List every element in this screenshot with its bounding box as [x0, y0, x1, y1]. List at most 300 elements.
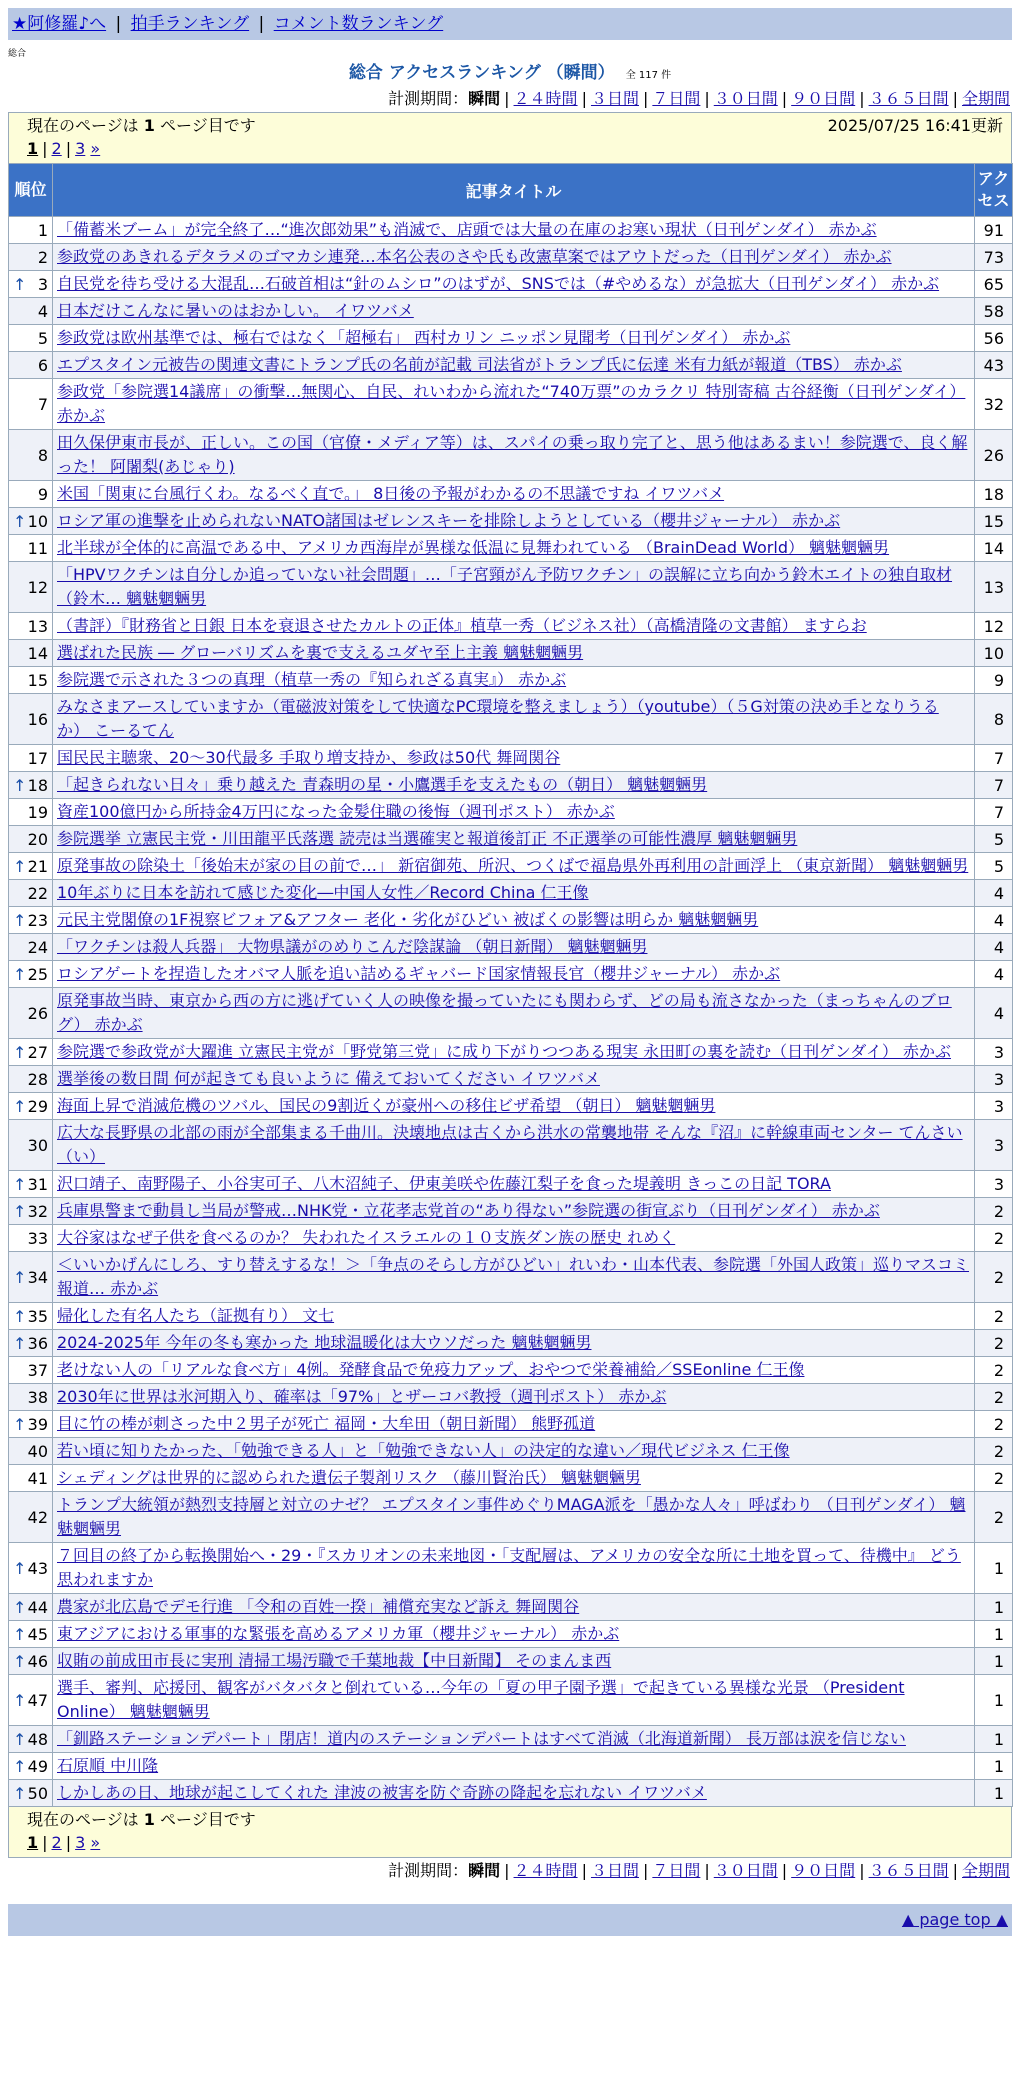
access-count: 3	[975, 1039, 1013, 1066]
page-title: 総合 アクセスランキング （瞬間）	[348, 63, 615, 83]
rank-up-icon: ↑	[13, 1783, 27, 1803]
article-link[interactable]: 参政党のあきれるデタラメのゴマカシ連発…本名公表のさや氏も改憲草案ではアウトだった（日刊ゲンダイ） 赤かぶ	[57, 247, 892, 266]
article-link[interactable]: 10年ぶりに日本を訪れて感じた変化―中国人女性／Record China 仁王像	[57, 883, 589, 902]
article-link[interactable]: ７回目の終了から転換開始へ・29・『スカリオンの未来地図・「支配層は、アメリカの安全な所に土地を買って、待機中』 どう思われますか	[57, 1546, 961, 1589]
rank-number: 48	[27, 1729, 48, 1749]
rank-cell	[9, 562, 53, 613]
article-link[interactable]: しかしあの日、地球が起こしてくれた 津波の被害を防ぐ奇跡の降起を忘れない イワツバメ	[57, 1783, 707, 1802]
rank-cell	[9, 1594, 53, 1621]
rank-cell	[9, 1753, 53, 1780]
article-link[interactable]: 資産100億円から所持金4万円になった金髪住職の後悔（週刊ポスト） 赤かぶ	[57, 802, 615, 821]
table-row	[9, 1594, 1013, 1621]
access-count: 2	[975, 1225, 1013, 1252]
table-row	[9, 1357, 1013, 1384]
access-count: 7	[975, 772, 1013, 799]
rank-number: 45	[27, 1624, 48, 1644]
title-cell	[53, 298, 975, 325]
period-link[interactable]: ９０日間	[791, 1861, 856, 1880]
article-link[interactable]: （書評）『財務省と日銀 日本を衰退させたカルトの正体』植草一秀（ビジネス社）（高橋清隆の文書館） ますらお	[57, 616, 867, 635]
total-count: 全 117 件	[625, 70, 672, 81]
rank-cell	[9, 1465, 53, 1492]
rank-number: 47	[27, 1690, 48, 1710]
article-link[interactable]: 選挙後の数日間 何が起きても良いように 備えておいてください イワツバメ	[57, 1069, 600, 1088]
rank-cell	[9, 1303, 53, 1330]
article-link[interactable]: 参院選で示された３つの真理（植草一秀の『知られざる真実』） 赤かぶ	[57, 670, 567, 689]
current-page-text: 現在のページは 1 ページ目です	[27, 1810, 256, 1829]
rank-up-icon: ↑	[13, 1624, 27, 1644]
table-row	[9, 640, 1013, 667]
rank-number: 40	[27, 1441, 48, 1461]
period-separator: |	[504, 1861, 510, 1880]
table-row	[9, 613, 1013, 640]
rank-number: 6	[37, 355, 48, 375]
title-cell	[53, 988, 975, 1039]
access-count: 13	[975, 562, 1013, 613]
rank-cell	[9, 535, 53, 562]
rank-number: 23	[27, 910, 48, 930]
article-link[interactable]: 老けない人の「リアルな食べ方」4例。発酵食品で免疫力アップ、おやつで栄養補給／SSEonline 仁王像	[57, 1360, 805, 1379]
table-row	[9, 1675, 1013, 1726]
table-row	[9, 535, 1013, 562]
table-row	[9, 325, 1013, 352]
table-row	[9, 799, 1013, 826]
period-separator: |	[504, 89, 510, 108]
article-link[interactable]: 「釧路ステーションデパート」閉店！道内のステーションデパートはすべて消滅（北海道新聞） 長万部は涙を信じない	[57, 1729, 906, 1748]
article-link[interactable]: 米国「関東に台風行くわ。なるべく直で。」 8日後の予報がわかるの不思議ですね イワツバメ	[57, 484, 725, 503]
access-count: 2	[975, 1411, 1013, 1438]
rank-up-icon: ↑	[13, 1267, 27, 1287]
article-link[interactable]: 参院選で参政党が大躍進 立憲民主党が「野党第三党」に成り下がりつつある現実 永田町の裏を読む（日刊ゲンダイ） 赤かぶ	[57, 1042, 951, 1061]
rank-number: 21	[27, 856, 48, 876]
article-link[interactable]: 北半球が全体的に高温である中、アメリカ西海岸が異様な低温に見舞われている （BrainDead World） 魑魅魍魎男	[57, 538, 890, 557]
table-row	[9, 772, 1013, 799]
rank-cell	[9, 613, 53, 640]
title-cell	[53, 1411, 975, 1438]
access-count: 15	[975, 508, 1013, 535]
rank-number: 20	[27, 829, 48, 849]
title-cell	[53, 1066, 975, 1093]
page-top-link[interactable]: ▲ page top ▲	[901, 1910, 1008, 1929]
rank-cell	[9, 961, 53, 988]
rank-up-icon: ↑	[13, 856, 27, 876]
access-count: 4	[975, 907, 1013, 934]
rank-up-icon: ↑	[13, 1174, 27, 1194]
title-cell	[53, 1171, 975, 1198]
rank-cell	[9, 1543, 53, 1594]
article-link[interactable]: 元民主党閣僚の1F視察ビフォア&アフター 老化・劣化がひどい 被ばくの影響は明らか 魑魅魍魎男	[57, 910, 759, 929]
article-link[interactable]: 2030年に世界は氷河期入り、確率は「97%」とザーコバ教授（週刊ポスト） 赤かぶ	[57, 1387, 667, 1406]
article-link[interactable]: 沢口靖子、南野陽子、小谷実可子、八木沼純子、伊東美咲や佐藤江梨子を食った堤義明 きっこの日記 TORA	[57, 1174, 831, 1193]
period-link[interactable]: ３０日間	[713, 89, 778, 108]
table-row	[9, 1726, 1013, 1753]
page	[8, 0, 1012, 1936]
rank-cell	[9, 1648, 53, 1675]
article-link[interactable]: ＜いいかげんにしろ、すり替えするな！＞「争点のそらし方がひどい」れいわ・山本代表、参院選「外国人政策」巡りマスコミ報道… 赤かぶ	[57, 1255, 970, 1298]
period-link[interactable]: 全期間	[961, 89, 1010, 108]
ranking-table	[8, 163, 1013, 1807]
title-cell	[53, 1438, 975, 1465]
page-separator: |	[65, 139, 72, 158]
period-separator: |	[581, 1861, 587, 1880]
period-link[interactable]: ７日間	[652, 1861, 701, 1880]
access-count: 4	[975, 961, 1013, 988]
table-row	[9, 1120, 1013, 1171]
rank-cell	[9, 1675, 53, 1726]
access-count: 1	[975, 1726, 1013, 1753]
rank-up-icon: ↑	[13, 964, 27, 984]
rank-cell	[9, 1120, 53, 1171]
article-link[interactable]: 田久保伊東市長が、正しい。この国（官僚・メディア等）は、スパイの乗っ取り完了と、思う他はあるまい！参院選で、良く解った！ 阿闍梨(あじゃり)	[57, 433, 968, 476]
page-link[interactable]: 2	[51, 139, 62, 158]
title-cell	[53, 325, 975, 352]
period-link[interactable]: 全期間	[961, 1861, 1010, 1880]
article-link[interactable]: 目に竹の棒が刺さった中２男子が死亡 福岡・大牟田（朝日新聞） 熊野孤道	[57, 1414, 596, 1433]
table-row	[9, 826, 1013, 853]
table-row	[9, 430, 1013, 481]
rank-cell	[9, 1066, 53, 1093]
access-count: 4	[975, 934, 1013, 961]
article-link[interactable]: 参政党は欧州基準では、極右ではなく「超極右」 西村カリン ニッポン見聞考（日刊ゲンダイ） 赤かぶ	[57, 328, 791, 347]
rank-cell	[9, 640, 53, 667]
article-link[interactable]: 自民党を待ち受ける大混乱…石破首相は“針のムシロ”のはずが、SNSでは（#やめるな）が急拡大（日刊ゲンダイ） 赤かぶ	[57, 274, 940, 293]
rank-cell	[9, 1252, 53, 1303]
rank-number: 4	[37, 301, 48, 321]
title-cell	[53, 1675, 975, 1726]
rank-cell	[9, 1039, 53, 1066]
access-count: 26	[975, 430, 1013, 481]
period-link[interactable]: ２４時間	[513, 89, 578, 108]
article-link[interactable]: ロシアゲートを捏造したオバマ人脈を追い詰めるギャバード国家情報長官（櫻井ジャーナル） 赤かぶ	[57, 964, 781, 983]
rank-cell	[9, 1621, 53, 1648]
rank-number: 35	[27, 1306, 48, 1326]
column-access: アクセス	[975, 164, 1013, 217]
rank-number: 2	[37, 247, 48, 267]
period-link[interactable]: ７日間	[652, 89, 701, 108]
rank-cell	[9, 508, 53, 535]
article-link[interactable]: 参院選挙 立憲民主党・川田龍平氏落選 読売は当選確実と報道後訂正 不正選挙の可能性濃厚 魑魅魍魎男	[57, 829, 798, 848]
table-row	[9, 1252, 1013, 1303]
article-link[interactable]: 石原順 中川隆	[57, 1756, 159, 1775]
article-link[interactable]: 国民民主聴衆、20～30代最多 手取り増支持か、参政は50代 舞岡関谷	[57, 748, 561, 767]
access-count: 1	[975, 1621, 1013, 1648]
access-count: 1	[975, 1543, 1013, 1594]
period-link[interactable]: ２４時間	[513, 1861, 578, 1880]
rank-number: 41	[27, 1468, 48, 1488]
table-row	[9, 1384, 1013, 1411]
rank-number: 22	[27, 883, 48, 903]
rank-number: 29	[27, 1096, 48, 1116]
table-row	[9, 1171, 1013, 1198]
ranking-heading	[8, 60, 1012, 86]
title-cell	[53, 217, 975, 244]
title-cell	[53, 481, 975, 508]
article-link[interactable]: 広大な長野県の北部の雨が全部集まる千曲川。決壊地点は古くから洪水の常襲地帯 そんな『沼』に幹線車両センター てんさい（い）	[57, 1123, 963, 1166]
article-link[interactable]: 「HPVワクチンは自分しか追っていない社会問題」…「子宮頸がん予防ワクチン」の誤解に立ち向かう鈴木エイトの独自取材（鈴木… 魑魅魍魎男	[57, 565, 953, 608]
page-info-bottom	[8, 1807, 1012, 1858]
access-count: 2	[975, 1198, 1013, 1225]
rank-number: 3	[37, 274, 48, 294]
page-link[interactable]: 2	[51, 1833, 62, 1852]
access-count: 3	[975, 1093, 1013, 1120]
article-link[interactable]: 収賄の前成田市長に実刑 清掃工場汚職で千葉地裁【中日新聞】 そのまんま西	[57, 1651, 612, 1670]
article-link[interactable]: 「備蓄米ブーム」が完全終了…“進次郎効果”も消滅で、店頭では大量の在庫のお寒い現状（日刊ゲンダイ） 赤かぶ	[57, 220, 877, 239]
title-cell	[53, 1330, 975, 1357]
rank-number: 26	[27, 1003, 48, 1023]
period-separator: |	[952, 1861, 958, 1880]
article-link[interactable]: シェディングは世界的に認められた遺伝子製剤リスク （藤川賢治氏） 魑魅魍魎男	[57, 1468, 641, 1487]
access-count: 2	[975, 1384, 1013, 1411]
title-cell	[53, 379, 975, 430]
article-link[interactable]: 選手、審判、応援団、観客がバタバタと倒れている…今年の「夏の甲子園予選」で起きている異様な光景 （President Online） 魑魅魍魎男	[57, 1678, 905, 1721]
table-row	[9, 1198, 1013, 1225]
title-cell	[53, 1357, 975, 1384]
title-cell	[53, 1726, 975, 1753]
article-link[interactable]: 若い頃に知りたかった、「勉強できる人」と「勉強できない人」の決定的な違い／現代ビジネス 仁王像	[57, 1441, 790, 1460]
title-cell	[53, 799, 975, 826]
period-separator: |	[642, 1861, 649, 1880]
access-count: 5	[975, 826, 1013, 853]
period-current: 瞬間	[468, 1861, 501, 1880]
rank-up-icon: ↑	[13, 775, 27, 795]
column-rank: 順位	[9, 164, 53, 217]
period-link[interactable]: ３日間	[590, 1861, 639, 1880]
rank-up-icon: ↑	[13, 1201, 27, 1221]
rank-cell	[9, 826, 53, 853]
table-row	[9, 961, 1013, 988]
rank-up-icon: ↑	[13, 1651, 27, 1671]
rank-number: 36	[27, 1333, 48, 1353]
rank-number: 34	[27, 1267, 48, 1287]
rank-cell	[9, 988, 53, 1039]
home-link[interactable]: ★阿修羅♪へ	[12, 14, 107, 34]
title-cell	[53, 1225, 975, 1252]
table-row	[9, 1753, 1013, 1780]
title-cell	[53, 772, 975, 799]
rank-number: 25	[27, 964, 48, 984]
table-row	[9, 1411, 1013, 1438]
table-row	[9, 508, 1013, 535]
title-cell	[53, 1039, 975, 1066]
period-link[interactable]: ３０日間	[713, 1861, 778, 1880]
rank-number: 1	[37, 220, 48, 240]
article-link[interactable]: 原発事故当時、東京から西の方に逃げていく人の映像を撮っていたにも関わらず、どの局も流さなかった（まっちゃんのブログ） 赤かぶ	[57, 991, 952, 1034]
rank-up-icon: ↑	[13, 511, 27, 531]
article-link[interactable]: 「ワクチンは殺人兵器」 大物県議がのめりこんだ陰謀論 （朝日新聞） 魑魅魍魎男	[57, 937, 648, 956]
rank-number: 12	[27, 577, 48, 597]
rank-number: 30	[27, 1135, 48, 1155]
page-info-top	[8, 112, 1012, 163]
rank-cell	[9, 325, 53, 352]
rank-up-icon: ↑	[13, 1414, 27, 1434]
table-row	[9, 1780, 1013, 1807]
article-link[interactable]: 参政党「参院選14議席」の衝撃…無関心、自民、れいわから流れた“740万票”のカラクリ 特別寄稿 古谷経衡（日刊ゲンダイ） 赤かぶ	[57, 382, 966, 425]
article-link[interactable]: 選ばれた民族 ― グローバリズムを裏で支えるユダヤ至上主義 魑魅魍魎男	[57, 643, 584, 662]
rank-cell	[9, 298, 53, 325]
current-page-text: 現在のページは 1 ページ目です	[27, 116, 256, 135]
access-count: 2	[975, 1330, 1013, 1357]
table-row	[9, 694, 1013, 745]
article-link[interactable]: みなさまアースしていますか（電磁波対策をして快適なPC環境を整えましょう）（youtube）（５G対策の決め手となりうるか） こーるてん	[57, 697, 939, 740]
rank-cell	[9, 694, 53, 745]
title-cell	[53, 535, 975, 562]
table-row	[9, 1225, 1013, 1252]
table-row	[9, 1039, 1013, 1066]
period-separator: |	[704, 1861, 710, 1880]
title-cell	[53, 961, 975, 988]
title-cell	[53, 1093, 975, 1120]
article-link[interactable]: 兵庫県警まで動員し当局が警戒…NHK党・立花孝志党首の“あり得ない”参院選の街宣ぶり（日刊ゲンダイ） 赤かぶ	[57, 1201, 880, 1220]
title-cell	[53, 1384, 975, 1411]
rank-number: 28	[27, 1069, 48, 1089]
article-link[interactable]: トランプ大統領が熱烈支持層と対立のナゼ？ エプスタイン事件めぐりMAGA派を「愚かな人々」呼ばわり （日刊ゲンダイ） 魑魅魍魎男	[57, 1495, 966, 1538]
rank-number: 44	[27, 1597, 48, 1617]
table-row	[9, 1303, 1013, 1330]
rank-number: 39	[27, 1414, 48, 1434]
article-link[interactable]: エプスタイン元被告の関連文書にトランプ氏の名前が記載 司法省がトランプ氏に伝達 米有力紙が報道（TBS） 赤かぶ	[57, 355, 902, 374]
nav-separator: |	[258, 14, 265, 34]
footer-bar	[8, 1904, 1012, 1936]
rank-cell	[9, 907, 53, 934]
title-cell	[53, 1120, 975, 1171]
page-current: 1	[27, 1833, 39, 1852]
comment-ranking-link[interactable]: コメント数ランキング	[273, 14, 444, 34]
period-link[interactable]: ３６５日間	[868, 89, 949, 108]
nav-separator: |	[115, 14, 122, 34]
period-link[interactable]: ３日間	[590, 89, 639, 108]
title-cell	[53, 1303, 975, 1330]
table-row	[9, 379, 1013, 430]
applause-ranking-link[interactable]: 拍手ランキング	[130, 14, 250, 34]
title-cell	[53, 1198, 975, 1225]
article-link[interactable]: 2024-2025年 今年の冬も寒かった 地球温暖化は大ウソだった 魑魅魍魎男	[57, 1333, 592, 1352]
title-cell	[53, 1753, 975, 1780]
page-separator: |	[65, 1833, 72, 1852]
title-cell	[53, 826, 975, 853]
rank-cell	[9, 244, 53, 271]
page-current: 1	[27, 139, 39, 158]
rank-cell	[9, 271, 53, 298]
rank-number: 32	[27, 1201, 48, 1221]
pagination	[27, 1831, 1003, 1855]
period-link[interactable]: ９０日間	[791, 89, 856, 108]
article-link[interactable]: ロシア軍の進撃を止められないNATO諸国はゼレンスキーを排除しようとしている（櫻井ジャーナル） 赤かぶ	[57, 511, 841, 530]
rank-cell	[9, 667, 53, 694]
table-row	[9, 481, 1013, 508]
rank-cell	[9, 772, 53, 799]
table-row	[9, 853, 1013, 880]
title-cell	[53, 853, 975, 880]
title-cell	[53, 1621, 975, 1648]
period-selector	[8, 1858, 1012, 1884]
rank-cell	[9, 745, 53, 772]
period-separator: |	[781, 89, 788, 108]
period-current: 瞬間	[468, 89, 501, 108]
next-page-link[interactable]: »	[90, 139, 101, 158]
title-cell	[53, 562, 975, 613]
access-count: 8	[975, 694, 1013, 745]
rank-number: 17	[27, 748, 48, 768]
rank-cell	[9, 799, 53, 826]
rank-cell	[9, 1225, 53, 1252]
table-row	[9, 1465, 1013, 1492]
access-count: 65	[975, 271, 1013, 298]
rank-up-icon: ↑	[13, 1729, 27, 1749]
rank-cell	[9, 853, 53, 880]
title-cell	[53, 613, 975, 640]
rank-number: 33	[27, 1228, 48, 1248]
page-link[interactable]: 3	[75, 139, 86, 158]
title-cell	[53, 640, 975, 667]
article-link[interactable]: 帰化した有名人たち（証拠有り） 文七	[57, 1306, 335, 1325]
rank-number: 5	[37, 328, 48, 348]
access-count: 7	[975, 745, 1013, 772]
access-count: 3	[975, 1066, 1013, 1093]
rank-number: 19	[27, 802, 48, 822]
access-count: 2	[975, 1357, 1013, 1384]
title-cell	[53, 934, 975, 961]
rank-cell	[9, 934, 53, 961]
access-count: 32	[975, 379, 1013, 430]
access-count: 5	[975, 853, 1013, 880]
rank-number: 46	[27, 1651, 48, 1671]
rank-number: 27	[27, 1042, 48, 1062]
period-separator: |	[581, 89, 587, 108]
rank-cell	[9, 1198, 53, 1225]
article-link[interactable]: 東アジアにおける軍事的な緊張を高めるアメリカ軍（櫻井ジャーナル） 赤かぶ	[57, 1624, 620, 1643]
rank-number: 16	[27, 709, 48, 729]
title-cell	[53, 271, 975, 298]
rank-cell	[9, 1438, 53, 1465]
rank-number: 42	[27, 1507, 48, 1527]
title-cell	[53, 508, 975, 535]
rank-cell	[9, 880, 53, 907]
rank-number: 38	[27, 1387, 48, 1407]
rank-number: 50	[27, 1783, 48, 1803]
rank-number: 10	[27, 511, 48, 531]
table-row	[9, 1492, 1013, 1543]
article-link[interactable]: 農家が北広島でデモ行進 「令和の百姓一揆」補償充実など訴え 舞岡関谷	[57, 1597, 580, 1616]
access-count: 58	[975, 298, 1013, 325]
period-link[interactable]: ３６５日間	[868, 1861, 949, 1880]
article-link[interactable]: 海面上昇で消滅危機のツバル、国民の9割近くが豪州への移住ビザ希望 （朝日） 魑魅魍魎男	[57, 1096, 716, 1115]
page-link[interactable]: 3	[75, 1833, 86, 1852]
table-row	[9, 352, 1013, 379]
title-cell	[53, 745, 975, 772]
article-link[interactable]: 大谷家はなぜ子供を食べるのか？ 失われたイスラエルの１０支族ダン族の歴史 れめく	[57, 1228, 676, 1247]
access-count: 56	[975, 325, 1013, 352]
rank-cell	[9, 1330, 53, 1357]
rank-cell	[9, 1492, 53, 1543]
rank-number: 11	[27, 538, 48, 558]
rank-number: 43	[27, 1558, 48, 1578]
updated-timestamp: 2025/07/25 16:41更新	[827, 116, 1003, 135]
period-label: 計測期間：	[388, 89, 469, 108]
next-page-link[interactable]: »	[90, 1833, 101, 1852]
rank-up-icon: ↑	[13, 1096, 27, 1116]
category-label: 総合	[8, 49, 27, 59]
article-link[interactable]: 「起きられない日々」乗り越えた 青森明の星・小鷹選手を支えたもの（朝日） 魑魅魍魎男	[57, 775, 708, 794]
rank-up-icon: ↑	[13, 274, 27, 294]
table-row	[9, 298, 1013, 325]
article-link[interactable]: 日本だけこんなに暑いのはおかしい。 イワツバメ	[57, 301, 414, 320]
access-count: 3	[975, 1120, 1013, 1171]
table-row	[9, 271, 1013, 298]
title-cell	[53, 1465, 975, 1492]
period-separator: |	[642, 89, 649, 108]
rank-number: 14	[27, 643, 48, 663]
article-link[interactable]: 原発事故の除染土「後始末が家の目の前で…」 新宿御苑、所沢、つくばで福島県外再利用の計画浮上 （東京新聞） 魑魅魍魎男	[57, 856, 969, 875]
access-count: 7	[975, 799, 1013, 826]
